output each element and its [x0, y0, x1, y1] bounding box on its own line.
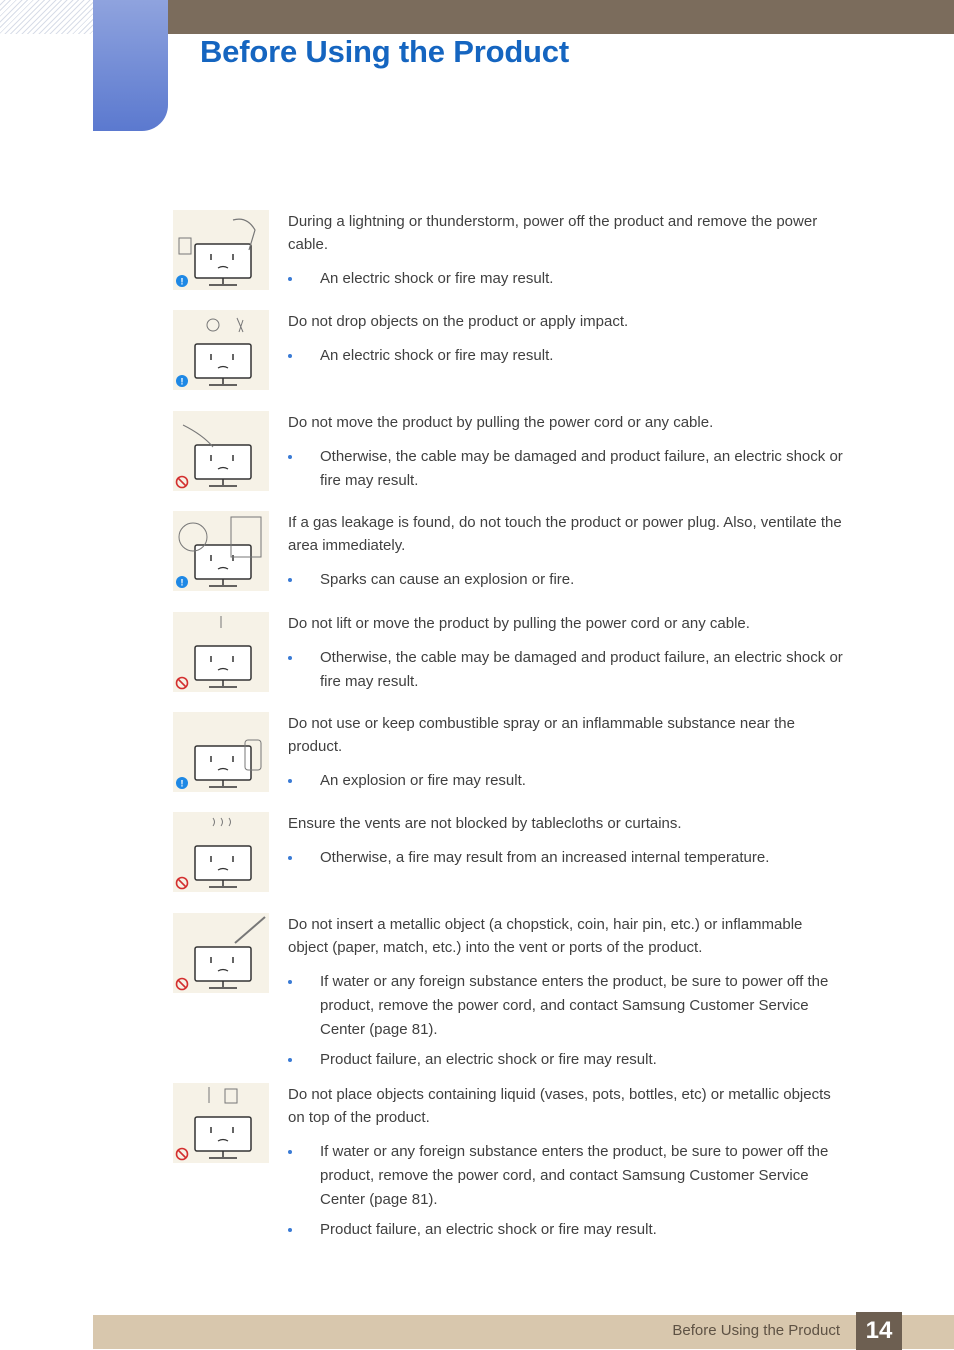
consequence-list — [288, 646, 846, 694]
bullet-icon — [288, 1228, 292, 1232]
warning-icon — [173, 310, 269, 390]
warning-icon — [173, 210, 269, 290]
consequence-item — [288, 1140, 846, 1212]
safety-instruction: Do not drop objects on the product or apply impact. — [288, 313, 629, 330]
safety-item-text — [288, 310, 846, 368]
bullet-icon — [288, 354, 292, 358]
safety-item-text — [288, 210, 846, 291]
consequence-text: An electric shock or fire may result. — [320, 347, 554, 364]
safety-instruction: During a lightning or thunderstorm, power off the product and remove the power cable. — [288, 213, 818, 253]
safety-instruction: Ensure the vents are not blocked by tablecloths or curtains. — [288, 815, 682, 832]
safety-item-text — [288, 411, 846, 493]
svg-text:!: ! — [180, 376, 184, 387]
prohibited-icon — [173, 812, 269, 892]
header-hatch-pattern — [0, 0, 93, 34]
consequence-text: If water or any foreign substance enters the product, be sure to power off the product, remove the power cord, and contact Samsung Customer Service Center (page 81). — [320, 1143, 829, 1208]
safety-item-text — [288, 812, 846, 870]
consequence-item — [288, 344, 846, 368]
consequence-item — [288, 846, 846, 870]
safety-item-text — [288, 712, 846, 793]
consequence-text: Otherwise, the cable may be damaged and product failure, an electric shock or fire may result. — [320, 448, 843, 489]
monitor-illustration — [173, 612, 269, 692]
consequence-list — [288, 445, 846, 493]
consequence-text: Product failure, an electric shock or fire may result. — [320, 1051, 657, 1068]
prohibited-icon — [173, 913, 269, 993]
consequence-list — [288, 970, 846, 1072]
safety-instruction: Do not lift or move the product by pulling the power cord or any cable. — [288, 615, 750, 632]
consequence-item — [288, 1218, 846, 1242]
consequence-text: Sparks can cause an explosion or fire. — [320, 571, 575, 588]
monitor-illustration — [173, 511, 269, 591]
header-tab — [93, 0, 168, 131]
safety-item-text — [288, 913, 846, 1072]
consequence-item — [288, 445, 846, 493]
consequence-text: An explosion or fire may result. — [320, 772, 526, 789]
svg-text:!: ! — [180, 778, 184, 789]
warning-icon — [173, 511, 269, 591]
prohibited-icon — [173, 612, 269, 692]
page-number: 14 — [856, 1312, 902, 1350]
safety-instruction: Do not use or keep combustible spray or an inflammable substance near the product. — [288, 715, 795, 755]
bullet-icon — [288, 1058, 292, 1062]
prohibited-icon — [173, 411, 269, 491]
warning-icon — [173, 712, 269, 792]
svg-text:!: ! — [180, 276, 184, 287]
consequence-item — [288, 267, 846, 291]
monitor-illustration — [173, 812, 269, 892]
safety-instruction: Do not place objects containing liquid (vases, pots, bottles, etc) or metallic objects on top of the product. — [288, 1086, 831, 1126]
page-title: Before Using the Product — [200, 34, 569, 69]
safety-instruction: Do not insert a metallic object (a chopstick, coin, hair pin, etc.) or inflammable object (paper, match, etc.) into the vent or ports of the product. — [288, 916, 803, 956]
monitor-illustration — [173, 712, 269, 792]
bullet-icon — [288, 578, 292, 582]
bullet-icon — [288, 1150, 292, 1154]
safety-item-text — [288, 1083, 846, 1242]
consequence-list — [288, 846, 846, 870]
consequence-item — [288, 769, 846, 793]
prohibited-icon — [173, 1083, 269, 1163]
bullet-icon — [288, 856, 292, 860]
consequence-text: Product failure, an electric shock or fire may result. — [320, 1221, 657, 1238]
consequence-list — [288, 267, 846, 291]
consequence-item — [288, 568, 846, 592]
consequence-list — [288, 344, 846, 368]
footer-section-title: Before Using the Product — [672, 1322, 840, 1339]
consequence-item — [288, 970, 846, 1042]
consequence-text: An electric shock or fire may result. — [320, 270, 554, 287]
consequence-list — [288, 568, 846, 592]
bullet-icon — [288, 656, 292, 660]
safety-item-text — [288, 511, 846, 592]
monitor-illustration — [173, 913, 269, 993]
svg-text:!: ! — [180, 577, 184, 588]
monitor-illustration — [173, 1083, 269, 1163]
safety-item-text — [288, 612, 846, 694]
bullet-icon — [288, 779, 292, 783]
monitor-illustration — [173, 310, 269, 390]
safety-instruction: If a gas leakage is found, do not touch the product or power plug. Also, ventilate the area immediately. — [288, 514, 842, 554]
consequence-text: If water or any foreign substance enters the product, be sure to power off the product, remove the power cord, and contact Samsung Customer Service Center (page 81). — [320, 973, 829, 1038]
consequence-list — [288, 1140, 846, 1242]
consequence-item — [288, 1048, 846, 1072]
consequence-text: Otherwise, the cable may be damaged and product failure, an electric shock or fire may result. — [320, 649, 843, 690]
monitor-illustration — [173, 210, 269, 290]
bullet-icon — [288, 277, 292, 281]
consequence-item — [288, 646, 846, 694]
header-bar — [168, 0, 954, 34]
bullet-icon — [288, 455, 292, 459]
safety-instruction: Do not move the product by pulling the power cord or any cable. — [288, 414, 714, 431]
consequence-text: Otherwise, a fire may result from an increased internal temperature. — [320, 849, 770, 866]
monitor-illustration — [173, 411, 269, 491]
consequence-list — [288, 769, 846, 793]
bullet-icon — [288, 980, 292, 984]
